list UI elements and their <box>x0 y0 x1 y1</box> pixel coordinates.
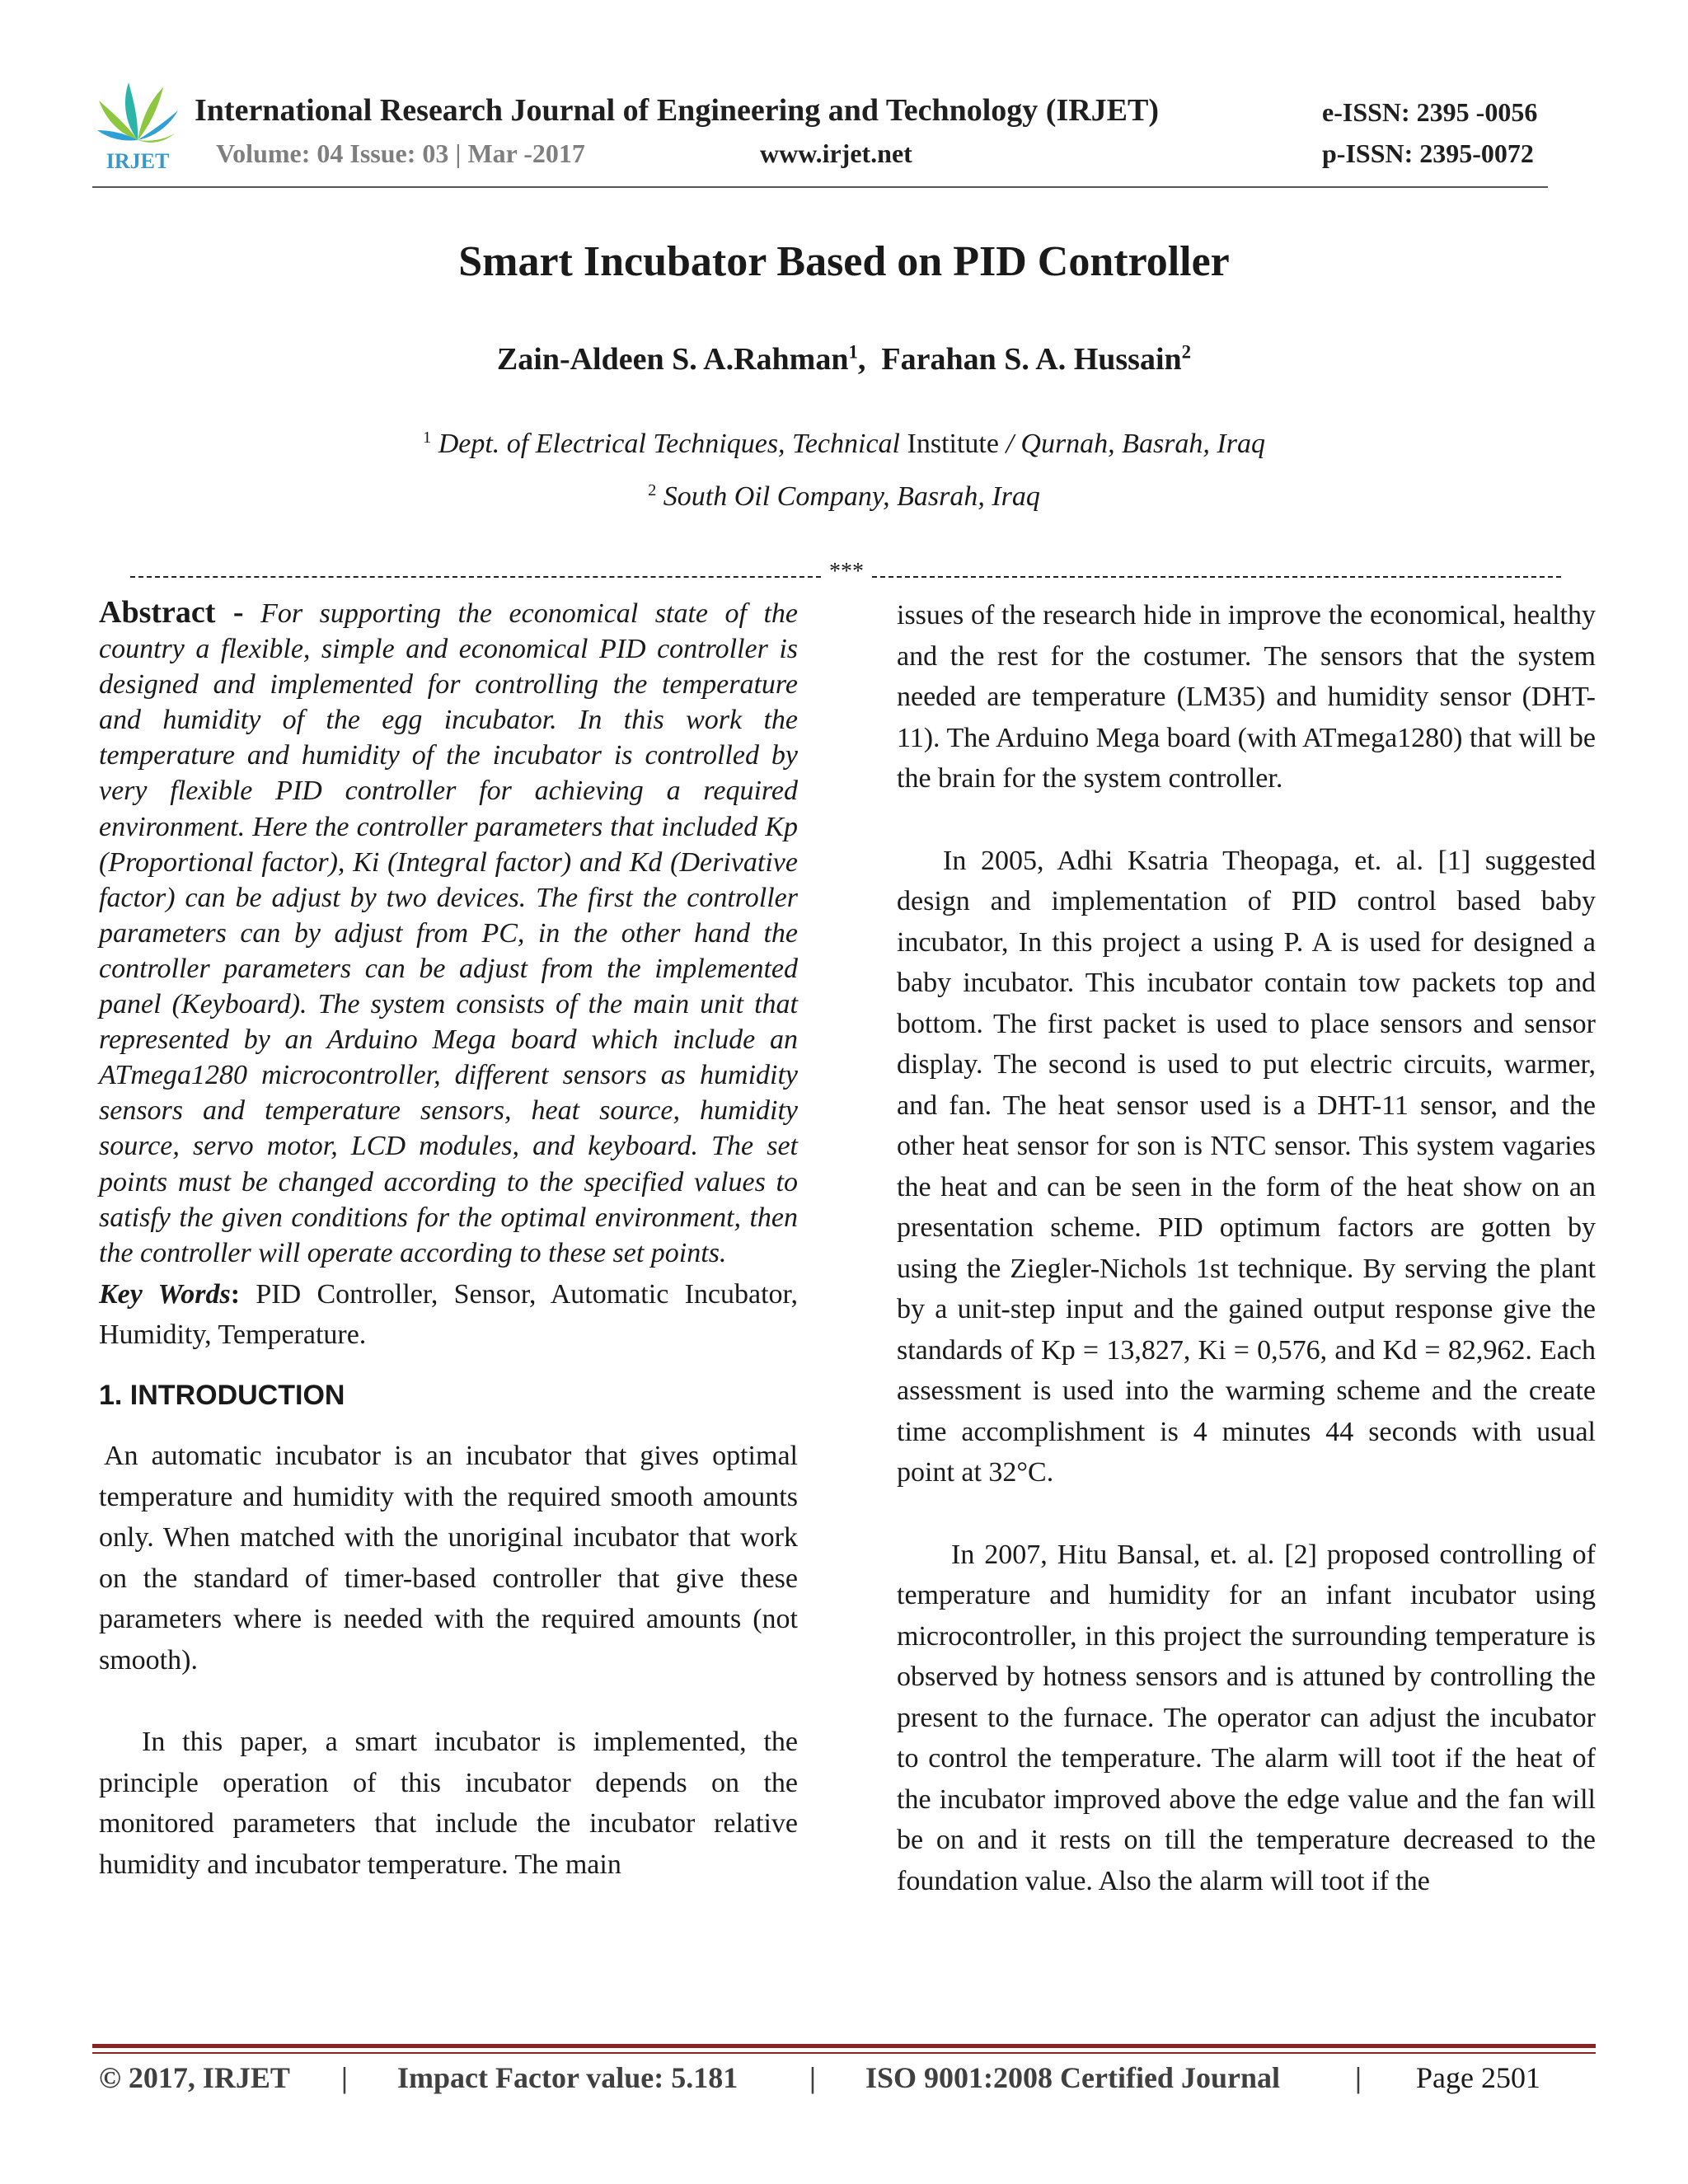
footer-separator: | <box>341 2061 348 2094</box>
right-paragraph-3: In 2007, Hitu Bansal, et. al. [2] proposed controlling of temperature and humidity for an infant incubator using microcontroller, in this project the surrounding temperature is observed by hotness sensors and is attuned by controlling the present to the furnace. The operator can adjust the incubator to control the temperature. The alarm will toot if the heat of the incubator improved above the edge value and the fan will be on and it rests on till the temperature decreased to the foundation value. Also the alarm will toot if the <box>897 1539 1596 1896</box>
footer-iso-certification: ISO 9001:2008 Certified Journal <box>865 2061 1280 2094</box>
footer-rule-thick <box>92 2044 1596 2048</box>
affiliation-2 <box>0 481 1688 513</box>
author-2-affiliation-mark: 2 <box>1181 341 1192 363</box>
affiliation-1-institute: Institute <box>907 429 999 459</box>
right-paragraph-1: issues of the research hide in improve the economical, healthy and the rest for the costumer. The sensors that the system needed are temperature (LM35) and humidity sensor (DHT-11). The Arduino Mega board (with ATmega1280) that will be the brain for the system controller. <box>897 600 1596 794</box>
keywords-label: Key Words <box>99 1278 231 1310</box>
volume-info: Volume: 04 Issue: 03 | Mar -2017 <box>216 138 585 168</box>
intro-paragraph-1: An automatic incubator is an incubator that gives optimal temperature and humidity with the required smooth amounts only. When matched with the unoriginal incubator that work on the standard of timer-based controller that give these parameters where is needed with the required amounts (not smooth). <box>99 1441 798 1675</box>
keywords-text: PID Controller, Sensor, Automatic Incubator, Humidity, Temperature. <box>99 1278 798 1351</box>
footer-separator: | <box>1355 2061 1362 2094</box>
author-1: Zain-Aldeen S. A.Rahman <box>496 342 849 377</box>
affiliation-2-mark: 2 <box>648 480 657 499</box>
journal-title: International Research Journal of Engineering and Technology (IRJET) <box>195 93 1160 128</box>
p-issn: p-ISSN: 2395-0072 <box>1322 138 1534 168</box>
e-issn: e-ISSN: 2395 -0056 <box>1322 97 1538 127</box>
author-2: Farahan S. A. Hussain <box>881 342 1182 377</box>
page-number: Page 2501 <box>1416 2061 1540 2094</box>
left-column <box>99 595 798 1885</box>
affiliation-2-text: South Oil Company, Basrah, Iraq <box>663 481 1040 512</box>
affiliation-1-mark: 1 <box>423 428 432 447</box>
affiliation-1-dept: Dept. of Electrical Techniques, Technical <box>438 429 901 459</box>
affiliation-1-location: / Qurnah, Basrah, Iraq <box>1006 429 1265 459</box>
footer-rule-thin <box>92 2052 1596 2054</box>
irjet-logo <box>92 76 183 173</box>
separator-stars: *** <box>829 559 864 584</box>
separator-dash-right <box>872 576 1561 578</box>
author-list <box>0 341 1688 377</box>
abstract <box>99 595 798 1271</box>
footer-copyright: © 2017, IRJET <box>99 2061 290 2094</box>
right-column <box>897 595 1596 1901</box>
footer-impact-factor: Impact Factor value: 5.181 <box>397 2061 738 2094</box>
section-heading-introduction: 1. INTRODUCTION <box>99 1379 345 1411</box>
right-paragraph-2: In 2005, Adhi Ksatria Theopaga, et. al. [1] suggested design and implementation of PID control based baby incubator, In this project a using P. A is used for designed a baby incubator. This incubator contain tow packets top and bottom. The first packet is used to place sensors and sensor display. The second is used to put electric circuits, warmer, and fan. The heat sensor used is a DHT-11 sensor, and the other heat sensor for son is NTC sensor. This system vagaries the heat and can be seen in the form of the heat show on an presentation scheme. PID optimum factors are gotten by using the Ziegler-Nichols 1st technique. By serving the plant by a unit-step input and the gained output response give the standards of Kp = 13,827, Ki = 0,576, and Kd = 82,962. Each assessment is used into the warming scheme and the create time accomplishment is 4 minutes 44 seconds with usual point at 32°C. <box>897 845 1596 1488</box>
section-separator <box>130 559 1561 585</box>
logo-text: IRJET <box>106 149 170 173</box>
author-separator: , <box>857 342 866 377</box>
keywords <box>99 1274 798 1356</box>
journal-website-link[interactable]: www.irjet.net <box>760 138 912 168</box>
header-divider <box>92 186 1548 188</box>
footer-separator: | <box>809 2061 816 2094</box>
paper-title: Smart Incubator Based on PID Controller <box>458 238 1230 285</box>
abstract-label: Abstract - <box>99 595 244 630</box>
keywords-colon: : <box>230 1278 241 1310</box>
abstract-text: For supporting the economical state of the country a flexible, simple and economical PID controller is designed and implemented for controlling the temperature and humidity of the egg incubator. In this work the temperature and humidity of the incubator is controlled by very flexible PID controller for achieving a required environment. Here the controller parameters that included Kp (Proportional factor), Ki (Integral factor) and Kd (Derivative factor) can be adjust by two devices. The first the controller parameters can by adjust from PC, in the other hand the controller parameters can be adjust from the implemented panel (Keyboard). The system consists of the main unit that represented by an Arduino Mega board which include an ATmega1280 microcontroller, different sensors as humidity sensors and temperature sensors, heat source, humidity source, servo motor, LCD modules, and keyboard. The set points must be changed according to the specified values to satisfy the given conditions for the optimal environment, then the controller will operate according to these set points. <box>99 598 798 1268</box>
author-1-affiliation-mark: 1 <box>848 341 858 363</box>
affiliation-1 <box>0 429 1688 460</box>
intro-paragraph-2: In this paper, a smart incubator is implemented, the principle operation of this incubator depends on the monitored parameters that include the incubator relative humidity and incubator temperature. The main <box>99 1727 798 1880</box>
separator-dash-left <box>130 576 821 578</box>
